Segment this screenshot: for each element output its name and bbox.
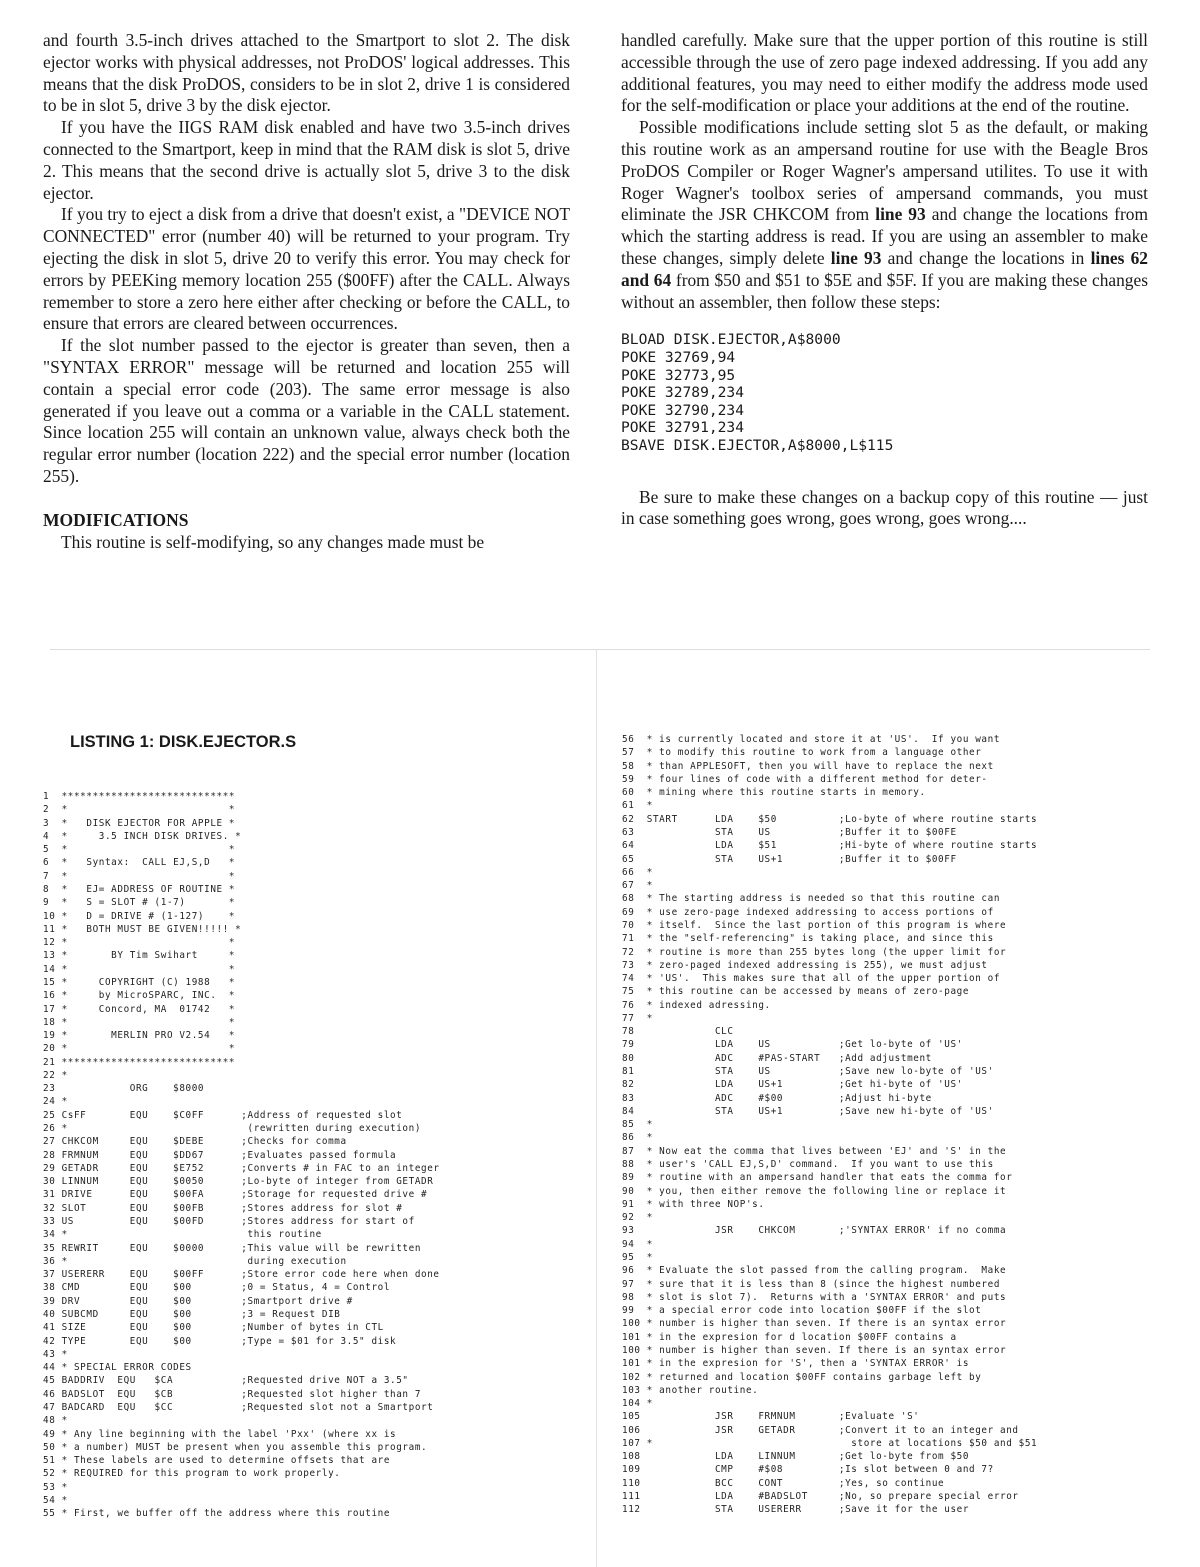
article-paragraph: If you have the IIGS RAM disk enabled and have two 3.5-inch drives connected to the Smartport, keep in mind that the RAM disk is slot 5, drive 2. This means that the second drive is actually slot 5, drive 3 to the disk ejector. (43, 117, 570, 203)
poke-code-block: BLOAD DISK.EJECTOR,A$8000 POKE 32769,94 POKE 32773,95 POKE 32789,234 POKE 32790,234 POKE 32791,234 BSAVE DISK.EJECTOR,A$8000,L$115 (621, 331, 894, 454)
bold-line-ref: line 93 (830, 247, 882, 268)
text-span: and change the locations in (881, 247, 1091, 268)
bold-line-ref: line 93 (875, 204, 926, 225)
article-right-column (621, 30, 1148, 530)
column-divider (596, 649, 597, 1567)
text-span: Possible modifications include setting slot 5 as the default, or making this routine work as an ampersand routine for use with the Beagle Bros ProDOS Compiler or Roger Wagner's ampersand utilites. To use it with Roger Wagner's toolbox series of ampersand commands, you must eliminate the JSR CHKCOM from (621, 117, 1148, 225)
modifications-heading: MODIFICATIONS (43, 509, 189, 530)
listing-right-column: 56 * is currently located and store it at 'US'. If you want 57 * to modify this routine to work from a language other 58 * than APPLESOFT, then you will have to replace the next 59 * four lines of code with a different method for deter- 60 * mining where this routine starts in memory. 61 * 62 START LDA $50 ;Lo-byte of where routine starts 63 STA US ;Buffer it to $00FE 64 LDA $51 ;Hi-byte of where routine starts 65 STA US+1 ;Buffer it to $00FF 66 * 67 * 68 * The starting address is needed so that this routine can 69 * use zero-page indexed addressing to access portions of 70 * itself. Since the last portion of this program is where 71 * the "self-referencing" is taking place, and since this 72 * routine is more than 255 bytes long (the upper limit for 73 * zero-paged indexed addressing is 255), we must adjust 74 * 'US'. This makes sure that all of the upper portion of 75 * this routine can be accessed by means of zero-page 76 * indexed adressing. 77 * 78 CLC 79 LDA US ;Get lo-byte of 'US' 80 ADC #PAS-START ;Add adjustment 81 STA US ;Save new lo-byte of 'US' 82 LDA US+1 ;Get hi-byte of 'US' 83 ADC #$00 ;Adjust hi-byte 84 STA US+1 ;Save new hi-byte of 'US' 85 * 86 * 87 * Now eat the comma that lives between 'EJ' and 'S' in the 88 * user's 'CALL EJ,S,D' command. If you want to use this 89 * routine with an ampersand handler that eats the comma for 90 * you, then either remove the following line or replace it 91 * with three NOP's. 92 * 93 JSR CHKCOM ;'SYNTAX ERROR' if no comma 94 * 95 * 96 * Evaluate the slot passed from the calling program. Make 97 * sure that it is less than 8 (since the highest numbered 98 * slot is slot 7). Returns with a 'SYNTAX ERROR' and puts 99 * a special error code into location $00FF if the slot 100 * number is higher than seven. If there is an syntax error 101 * in the expresion for d location $00FF contains a 100 * number is higher than seven. If there is an syntax error 101 * in the expresion for 'S', then a 'SYNTAX ERROR' is 102 * returned and location $00FF contains garbage left by 103 * another routine. 104 * 105 JSR FRMNUM ;Evaluate 'S' 106 JSR GETADR ;Convert it to an integer and 107 * store at locations $50 and $51 108 LDA LINNUM ;Get lo-byte from $50 109 CMP #$08 ;Is slot between 0 and 7? 110 BCC CONT ;Yes, so continue 111 LDA #BADSLOT ;No, so prepare special error 112 STA USERERR ;Save it for the user (622, 734, 1038, 1516)
article-paragraph: This routine is self-modifying, so any changes made must be (61, 531, 485, 552)
section-divider (50, 649, 1150, 650)
article-paragraph: If the slot number passed to the ejector is greater than seven, then a "SYNTAX ERROR" message will be returned and location 255 will contain a special error code (203). The same error message is also generated if you leave out a comma or a variable in the CALL statement. Since location 255 will contain an unknown value, always check both the regular error number (location 222) and the special error number (location 255). (43, 335, 570, 486)
article-left-column (43, 30, 570, 553)
article-paragraph: If you try to eject a disk from a drive that doesn't exist, a "DEVICE NOT CONNECTED" error (number 40) will be returned to your program. Try ejecting the disk in slot 5, drive 20 to verify this error. You may check for errors by PEEKing memory location 255 ($00FF) after the CALL. Always remember to store a zero here either after checking or before the CALL, to ensure that errors are cleared between occurrences. (43, 204, 570, 334)
listing-title: LISTING 1: DISK.EJECTOR.S (70, 733, 297, 751)
article-paragraph (621, 117, 1148, 313)
text-span: and change the locations from which the starting address is read. If you are using an assembler to make these changes, simply delete (621, 204, 1148, 268)
article-paragraph: Be sure to make these changes on a backup copy of this routine — just in case something goes wrong, goes wrong, goes wrong.... (621, 486, 1148, 529)
article-paragraph: and fourth 3.5-inch drives attached to the Smartport to slot 2. The disk ejector works with physical addresses, not ProDOS' logical addresses. This means that the disk ProDOS, considers to be in slot 2, drive 1 is considered to be in slot 5, drive 3 by the disk ejector. (43, 30, 570, 116)
article-paragraph: handled carefully. Make sure that the upper portion of this routine is still accessible through the use of zero page indexed addressing. If you add any additional features, you may need to either modify the address mode used for the self-modification or place your additions at the end of the routine. (621, 30, 1148, 116)
bold-line-ref: lines 62 and 64 (621, 247, 1148, 290)
text-span: from $50 and $51 to $5E and $5F. If you are making these changes without an assembler, then follow these steps: (621, 269, 1148, 312)
listing-left-column: 1 **************************** 2 * * 3 * DISK EJECTOR FOR APPLE * 4 * 3.5 INCH DISK DRIVES. * 5 * * 6 * Syntax: CALL EJ,S,D * 7 * * 8 * EJ= ADDRESS OF ROUTINE * 9 * S = SLOT # (1-7) * 10 * D = DRIVE # (1-127) * 11 * BOTH MUST BE GIVEN!!!!! * 12 * * 13 * BY Tim Swihart * 14 * * 15 * COPYRIGHT (C) 1988 * 16 * by MicroSPARC, INC. * 17 * Concord, MA 01742 * 18 * * 19 * MERLIN PRO V2.54 * 20 * * 21 **************************** 22 * 23 ORG $8000 24 * 25 CsFF EQU $C0FF ;Address of requested slot 26 * (rewritten during execution) 27 CHKCOM EQU $DEBE ;Checks for comma 28 FRMNUM EQU $DD67 ;Evaluates passed formula 29 GETADR EQU $E752 ;Converts # in FAC to an integer 30 LINNUM EQU $0050 ;Lo-byte of integer from GETADR 31 DRIVE EQU $00FA ;Storage for requested drive # 32 SLOT EQU $00FB ;Stores address for slot # 33 US EQU $00FD ;Stores address for start of 34 * this routine 35 REWRIT EQU $0000 ;This value will be rewritten 36 * during execution 37 USERERR EQU $00FF ;Store error code here when done 38 CMD EQU $00 ;0 = Status, 4 = Control 39 DRV EQU $00 ;Smartport drive # 40 SUBCMD EQU $00 ;3 = Request DIB 41 SIZE EQU $00 ;Number of bytes in CTL 42 TYPE EQU $00 ;Type = $01 for 3.5" disk 43 * 44 * SPECIAL ERROR CODES 45 BADDRIV EQU $CA ;Requested drive NOT a 3.5" 46 BADSLOT EQU $CB ;Requested slot higher than 7 47 BADCARD EQU $CC ;Requested slot not a Smartport 48 * 49 * Any line beginning with the label 'Pxx' (where xx is 50 * a number) MUST be present when you assemble this program. 51 * These labels are used to determine offsets that are 52 * REQUIRED for this program to work properly. 53 * 54 * 55 * First, we buffer off the address where this routine (43, 791, 440, 1520)
